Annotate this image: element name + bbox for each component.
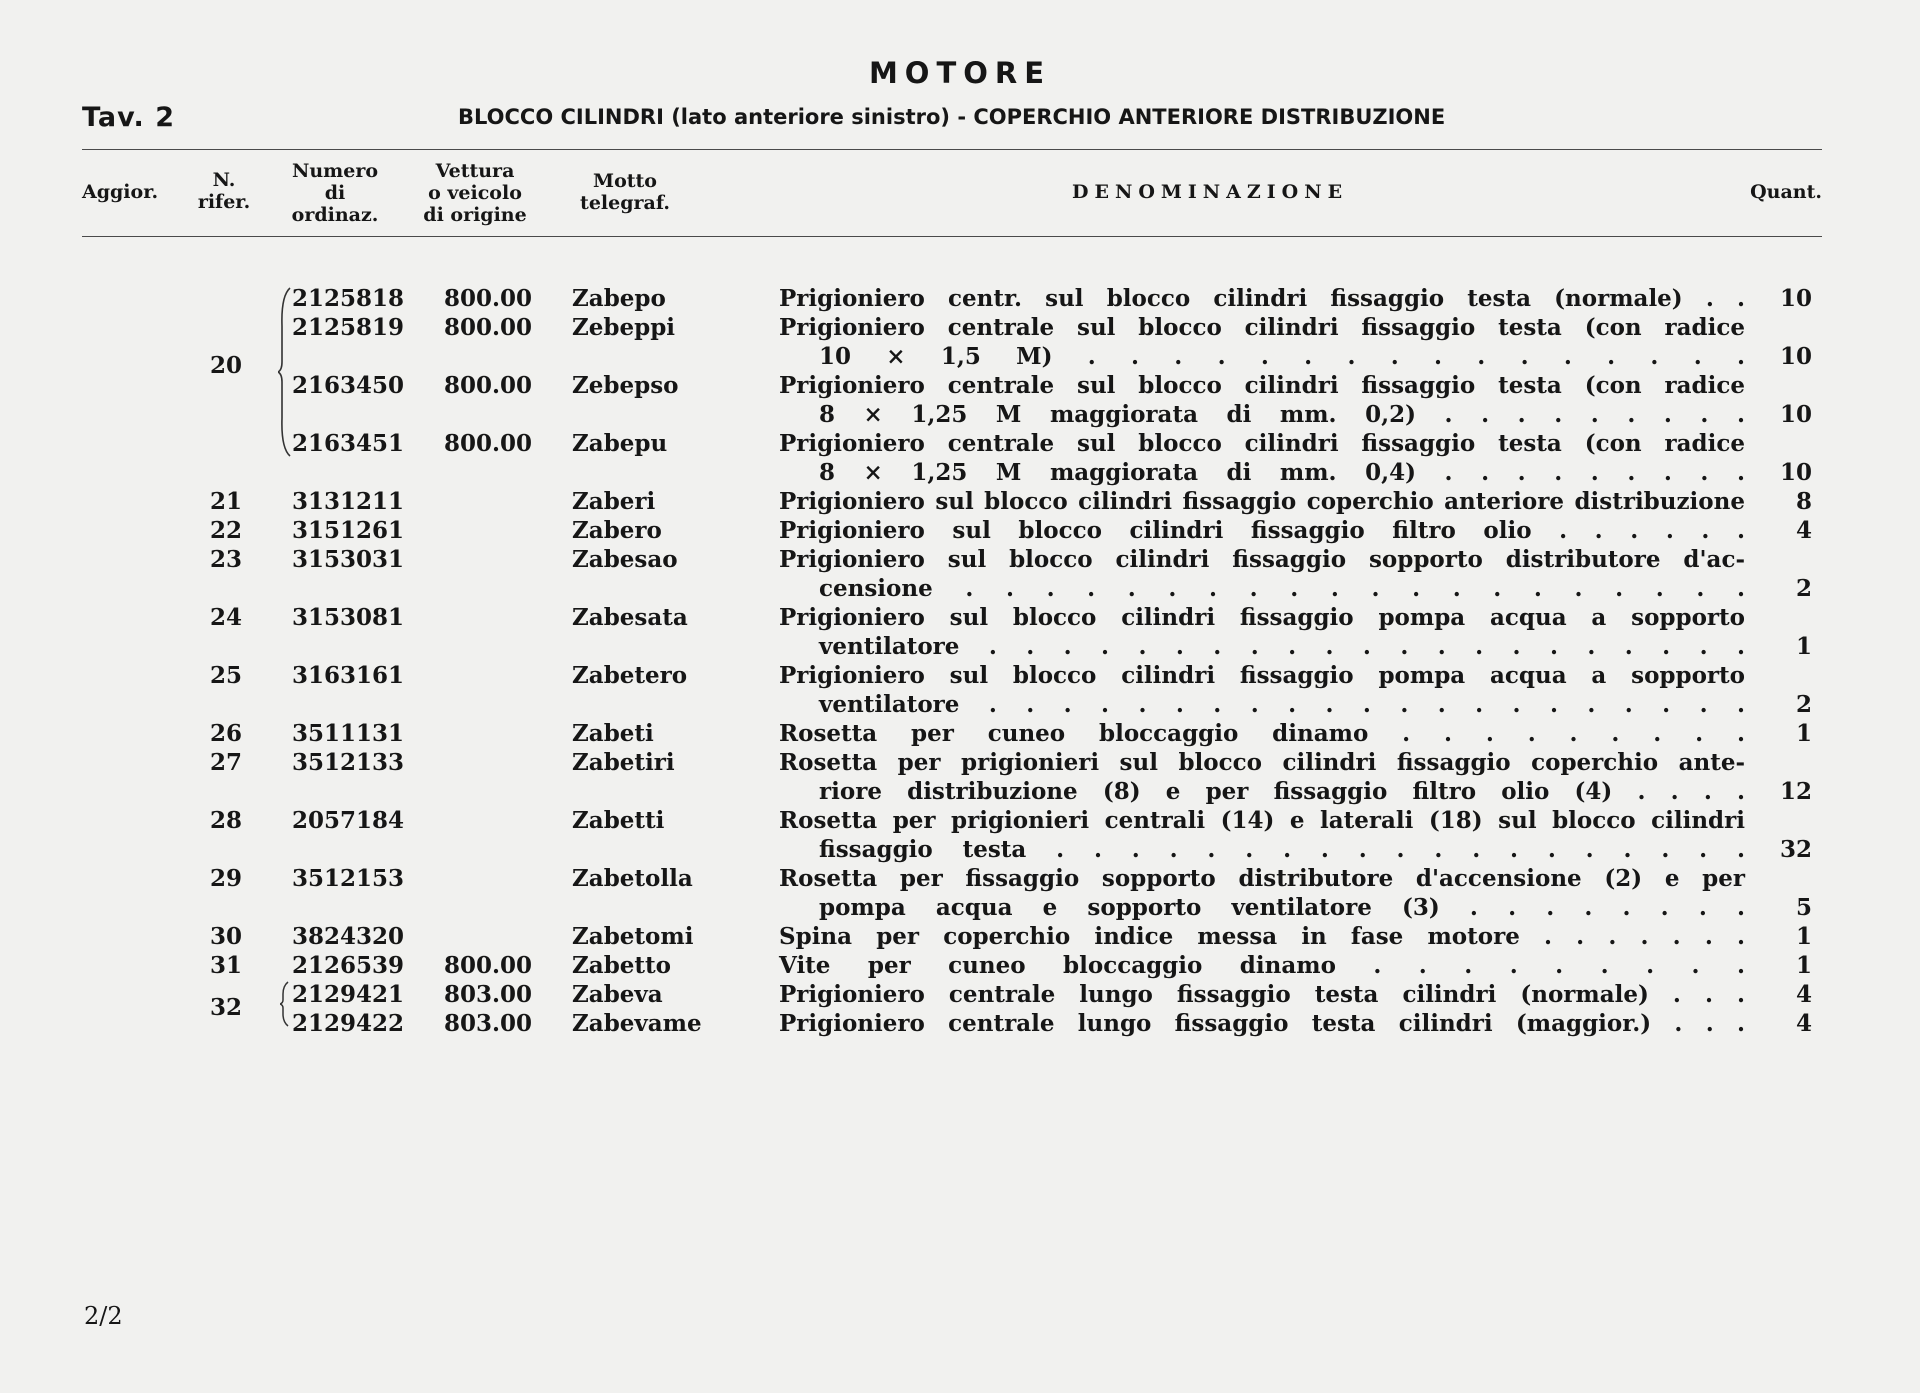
row-description-line: ventilatore . . . . . . . . . . . . . . . . . . . . .: [819, 633, 1745, 660]
row-description: [779, 371, 1745, 429]
page-subtitle: BLOCCO CILINDRI (lato anteriore sinistro) - COPERCHIO ANTERIORE DISTRIBUZIONE: [458, 105, 1446, 129]
row-description: [779, 661, 1745, 719]
row-reference: 22: [209, 517, 242, 544]
row-description-line: Rosetta per prigionieri sul blocco cilindri fissaggio coperchio ante-: [779, 749, 1745, 776]
row-quantity: 32: [1779, 836, 1812, 863]
row-description-line: Rosetta per prigionieri centrali (14) e laterali (18) sul blocco cilindri: [779, 807, 1745, 834]
row-quantity: 10: [1779, 459, 1812, 486]
row-order-number: 2163451: [292, 430, 405, 457]
row-telegraph-code: Zabeti: [572, 720, 654, 747]
row-order-number: 2125819: [292, 314, 405, 341]
row-quantity: 12: [1779, 778, 1812, 805]
row-telegraph-code: Zabevame: [572, 1010, 702, 1037]
column-header-numero: Numero di ordinaz.: [291, 160, 379, 226]
row-description-line: Prigioniero centrale sul blocco cilindri fissaggio testa (con radice: [779, 430, 1745, 457]
row-description: [779, 487, 1745, 516]
row-order-number: 3512153: [292, 865, 405, 892]
group-brace-20: [278, 286, 292, 463]
row-description-line: riore distribuzione (8) e per fissaggio filtro olio (4) . . . .: [819, 778, 1745, 805]
row-description: [779, 284, 1745, 313]
row-reference: 27: [209, 749, 242, 776]
page-title: MOTORE: [868, 56, 1052, 90]
row-vehicle-origin: 800.00: [444, 952, 533, 979]
row-description-line: Prigioniero sul blocco cilindri fissaggio filtro olio . . . . . .: [779, 517, 1745, 544]
row-quantity: 10: [1779, 285, 1812, 312]
row-reference: 28: [209, 807, 242, 834]
row-quantity: 4: [1795, 1010, 1812, 1037]
row-description-line: Prigioniero centrale lungo fissaggio testa cilindri (normale) . . .: [779, 981, 1745, 1008]
row-vehicle-origin: 803.00: [444, 1010, 533, 1037]
table-number: Tav. 2: [82, 102, 175, 133]
row-reference: 31: [209, 952, 242, 979]
row-order-number: 2126539: [292, 952, 405, 979]
row-description-line: Prigioniero sul blocco cilindri fissaggio pompa acqua a sopporto: [779, 604, 1745, 631]
row-vehicle-origin: 800.00: [444, 314, 533, 341]
row-description: [779, 313, 1745, 371]
row-telegraph-code: Zebeppi: [572, 314, 676, 341]
row-vehicle-origin: 803.00: [444, 981, 533, 1008]
row-order-number: 2057184: [292, 807, 405, 834]
row-reference: 26: [209, 720, 242, 747]
row-description: [779, 545, 1745, 603]
row-reference: 24: [209, 604, 242, 631]
row-quantity: 2: [1795, 691, 1812, 718]
row-telegraph-code: Zabetomi: [572, 923, 694, 950]
row-description-line: fissaggio testa . . . . . . . . . . . . . . . . . . .: [819, 836, 1745, 863]
row-telegraph-code: Zabeva: [572, 981, 663, 1008]
row-quantity: 1: [1795, 952, 1812, 979]
row-order-number: 3153081: [292, 604, 405, 631]
row-description: [779, 922, 1745, 951]
row-description: [779, 1009, 1745, 1038]
header-top-rule: [82, 149, 1822, 150]
row-telegraph-code: Zabetto: [572, 952, 671, 979]
row-description-line: Vite per cuneo bloccaggio dinamo . . . . . . . . .: [779, 952, 1745, 979]
row-telegraph-code: Zabepu: [572, 430, 668, 457]
row-reference: 29: [209, 865, 242, 892]
row-reference: 30: [209, 923, 242, 950]
row-description-line: Prigioniero sul blocco cilindri fissaggio pompa acqua a sopporto: [779, 662, 1745, 689]
row-order-number: 2129421: [292, 981, 405, 1008]
row-description-line: Prigioniero centrale sul blocco cilindri fissaggio testa (con radice: [779, 314, 1745, 341]
row-quantity: 8: [1795, 488, 1812, 515]
row-reference: 21: [209, 488, 242, 515]
row-description: [779, 980, 1745, 1009]
row-reference: 20: [209, 352, 242, 379]
row-description-line: 8 × 1,25 M maggiorata di mm. 0,2) . . . . . . . . .: [819, 401, 1745, 428]
row-description-line: Prigioniero sul blocco cilindri fissaggio sopporto distributore d'ac-: [779, 546, 1745, 573]
row-vehicle-origin: 800.00: [444, 430, 533, 457]
row-telegraph-code: Zabetero: [572, 662, 688, 689]
row-telegraph-code: Zabepo: [572, 285, 666, 312]
row-description: [779, 719, 1745, 748]
column-header-nrif: N. rifer.: [197, 169, 251, 213]
row-description-line: Rosetta per fissaggio sopporto distributore d'accensione (2) e per: [779, 865, 1745, 892]
row-order-number: 3131211: [292, 488, 405, 515]
row-reference: 25: [209, 662, 242, 689]
row-telegraph-code: Zabesao: [572, 546, 678, 573]
row-description-line: Prigioniero centrale lungo fissaggio testa cilindri (maggior.) . . .: [779, 1010, 1745, 1037]
row-telegraph-code: Zabetiri: [572, 749, 675, 776]
row-order-number: 3511131: [292, 720, 405, 747]
row-quantity: 1: [1795, 720, 1812, 747]
row-telegraph-code: Zabesata: [572, 604, 688, 631]
row-quantity: 4: [1795, 981, 1812, 1008]
row-vehicle-origin: 800.00: [444, 372, 533, 399]
row-description: [779, 951, 1745, 980]
row-quantity: 10: [1779, 343, 1812, 370]
page-number: 2/2: [84, 1302, 123, 1330]
header-bottom-rule: [82, 236, 1822, 237]
row-quantity: 5: [1795, 894, 1812, 921]
row-order-number: 2163450: [292, 372, 405, 399]
row-quantity: 4: [1795, 517, 1812, 544]
column-header-vettura: Vettura o veicolo di origine: [423, 160, 527, 226]
column-header-aggior: Aggior.: [82, 181, 159, 203]
row-description: [779, 603, 1745, 661]
row-description: [779, 806, 1745, 864]
row-description-line: Rosetta per cuneo bloccaggio dinamo . . . . . . . . .: [779, 720, 1745, 747]
row-quantity: 1: [1795, 923, 1812, 950]
row-description-line: pompa acqua e sopporto ventilatore (3) . . . . . . . .: [819, 894, 1745, 921]
row-telegraph-code: Zabero: [572, 517, 662, 544]
row-reference: 32: [209, 994, 242, 1021]
column-header-quant: Quant.: [1750, 181, 1822, 203]
row-order-number: 2129422: [292, 1010, 405, 1037]
row-description-line: ventilatore . . . . . . . . . . . . . . . . . . . . .: [819, 691, 1745, 718]
row-vehicle-origin: 800.00: [444, 285, 533, 312]
row-order-number: 3163161: [292, 662, 405, 689]
column-header-motto: Motto telegraf.: [580, 170, 670, 214]
row-description-line: 8 × 1,25 M maggiorata di mm. 0,4) . . . . . . . . .: [819, 459, 1745, 486]
row-description-line: censione . . . . . . . . . . . . . . . . . . . .: [819, 575, 1745, 602]
row-description: [779, 864, 1745, 922]
row-order-number: 2125818: [292, 285, 405, 312]
row-order-number: 3824320: [292, 923, 405, 950]
row-order-number: 3153031: [292, 546, 405, 573]
row-telegraph-code: Zaberi: [572, 488, 656, 515]
row-description-line: Prigioniero centrale sul blocco cilindri fissaggio testa (con radice: [779, 372, 1745, 399]
row-description: [779, 516, 1745, 545]
row-telegraph-code: Zabetolla: [572, 865, 693, 892]
row-quantity: 1: [1795, 633, 1812, 660]
row-telegraph-code: Zabetti: [572, 807, 665, 834]
row-description: [779, 748, 1745, 806]
row-reference: 23: [209, 546, 242, 573]
row-quantity: 10: [1779, 401, 1812, 428]
row-quantity: 2: [1795, 575, 1812, 602]
column-header-denominazione: DENOMINAZIONE: [1072, 181, 1349, 203]
row-description-line: 10 × 1,5 M) . . . . . . . . . . . . . . . .: [819, 343, 1745, 370]
group-brace-32: [280, 980, 290, 1033]
row-telegraph-code: Zebepso: [572, 372, 679, 399]
row-order-number: 3151261: [292, 517, 405, 544]
row-order-number: 3512133: [292, 749, 405, 776]
row-description-line: Spina per coperchio indice messa in fase motore . . . . . . .: [779, 923, 1745, 950]
row-description-line: Prigioniero sul blocco cilindri fissaggio coperchio anteriore distribuzione: [779, 488, 1745, 515]
row-description-line: Prigioniero centr. sul blocco cilindri fissaggio testa (normale) . .: [779, 285, 1745, 312]
row-description: [779, 429, 1745, 487]
